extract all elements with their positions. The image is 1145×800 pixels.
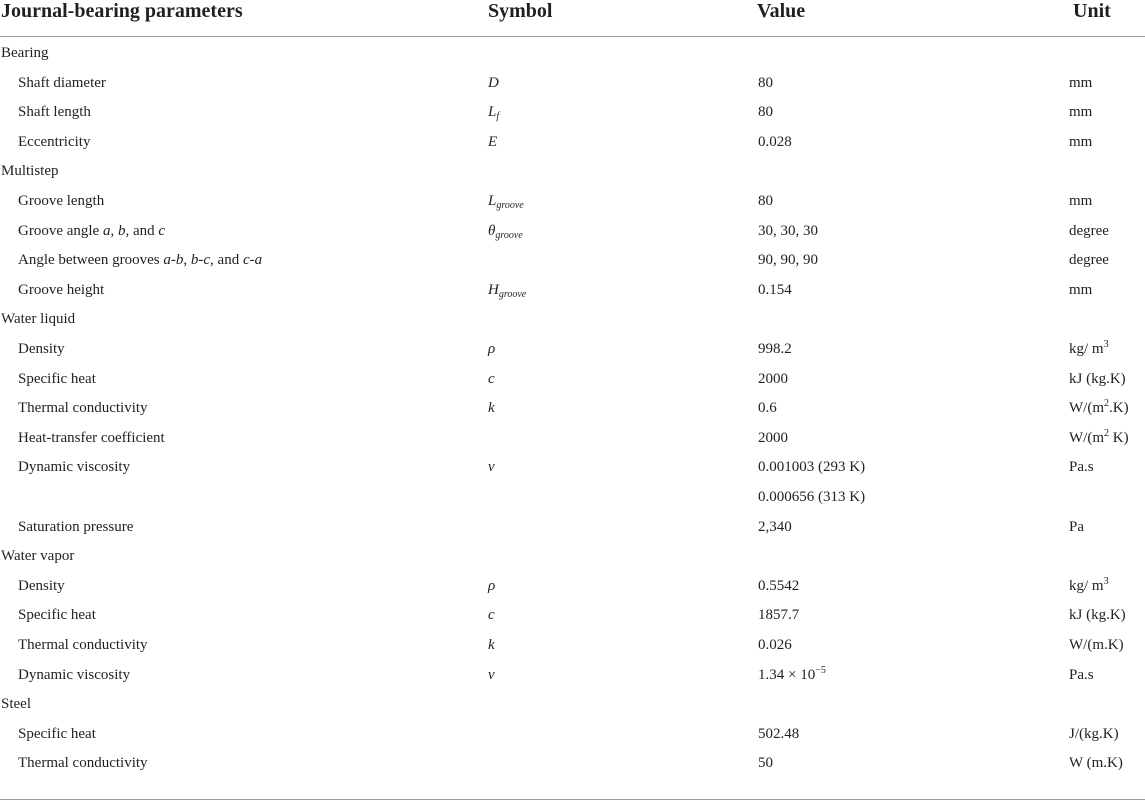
parameter-unit: degree [1069,252,1109,269]
parameter-name: Dynamic viscosity [18,459,131,476]
parameter-name: Specific heat [18,370,96,387]
table-header [0,0,1145,37]
parameter-name: Specific heat [18,607,96,624]
header-parameters: Journal-bearing parameters [1,0,243,22]
parameter-unit: kJ (kg.K) [1069,607,1126,624]
parameter-unit: W/(m.K) [1069,637,1124,653]
parameter-value: 2000 [758,370,788,387]
table-row [0,717,1145,747]
parameter-name: Thermal conductivity [18,400,148,417]
parameter-value: 80 [758,104,773,121]
parameter-name: Groove angle a, b, and c [18,222,166,239]
table-row [0,125,1145,155]
parameter-value: 2000 [758,429,788,446]
table-row [0,332,1145,362]
parameter-value: 90, 90, 90 [758,252,818,269]
group-label: Water vapor [1,548,75,565]
parameter-name: Groove length [18,193,105,209]
parameter-symbol: k [488,400,495,417]
table-group-row [0,687,1145,717]
parameter-symbol: $L_{groove}$ [488,193,524,211]
table-row [0,746,1145,776]
parameter-name: Angle between grooves a-b, b-c, and c-a [18,252,263,269]
parameter-symbol: D [488,74,499,91]
parameter-name: Density [18,577,65,594]
table-row [0,480,1145,510]
parameter-symbol: c [488,370,495,387]
parameter-value: 0.028 [758,133,792,150]
parameter-value: 998.2 [758,341,792,357]
table-row [0,658,1145,688]
parameter-name: Specific heat [18,725,96,742]
parameter-value: 30, 30, 30 [758,222,818,239]
table-row [0,628,1145,658]
parameter-unit: Pa.s [1069,459,1094,476]
parameter-symbol: $H_{groove}$ [488,281,527,300]
parameter-unit: mm [1069,133,1093,150]
parameter-symbol: $L_f$ [488,104,500,123]
parameter-unit: mm [1069,74,1093,91]
parameter-value: 50 [758,755,773,772]
parameter-name: Groove height [18,281,105,298]
table-row [0,510,1145,540]
parameter-value: 0.000656 (313 K) [758,489,866,505]
table-row [0,184,1145,214]
parameter-symbol: ν [488,459,495,476]
parameter-value: 0.6 [758,400,777,417]
table-group-row [0,36,1145,66]
table-row [0,598,1145,628]
parameter-value: 0.5542 [758,577,800,594]
parameter-unit: kJ (kg.K) [1069,370,1126,387]
parameter-unit: kg/ $m^3$ [1069,339,1109,357]
parameter-unit: $W/(m^2$ K) [1069,427,1129,446]
parameter-name: Eccentricity [18,133,91,150]
parameter-symbol: $\theta_{groove}$ [488,222,523,241]
parameter-unit: mm [1069,193,1093,209]
parameter-name: Thermal conductivity [18,755,148,772]
group-label: Multistep [1,163,59,180]
parameter-symbol: ρ [488,577,496,594]
parameter-value: 80 [758,193,773,209]
parameter-unit: Pa.s [1069,666,1094,683]
parameter-symbol: k [488,637,495,653]
table-row [0,391,1145,421]
group-label: Bearing [1,45,49,61]
parameter-value: 80 [758,74,773,91]
parameter-value: 0.154 [758,281,792,298]
header-symbol: Symbol [488,0,553,22]
parameter-unit: mm [1069,104,1093,121]
table-row [0,450,1145,480]
group-label: Steel [1,696,31,713]
parameter-unit: W (m.K) [1069,755,1123,772]
parameter-name: Shaft diameter [18,74,106,91]
parameter-unit: degree [1069,222,1109,239]
table-row [0,569,1145,599]
table-group-row [0,539,1145,569]
table-row [0,95,1145,125]
table-group-row [0,302,1145,332]
group-label: Water liquid [1,311,76,328]
parameter-value: 0.001003 (293 K) [758,459,866,476]
header-value: Value [757,0,806,22]
table-row [0,273,1145,303]
symbol-subscript: groove [496,200,524,211]
parameter-unit: J/(kg.K) [1069,725,1119,742]
table-row [0,214,1145,244]
table-group-row [0,154,1145,184]
parameter-value: 2,340 [758,518,792,535]
parameter-name: Heat-transfer coefficient [18,429,165,446]
symbol-subscript: groove [498,288,527,300]
parameter-value: 0.026 [758,637,792,653]
parameter-name: Dynamic viscosity [18,666,131,683]
parameter-symbol: ρ [488,341,496,357]
symbol-subscript: groove [495,229,523,241]
table-row [0,243,1145,273]
parameter-name: Saturation pressure [18,518,134,535]
parameter-symbol: E [488,133,498,150]
parameter-value: 502.48 [758,725,800,742]
parameter-name: Shaft length [18,104,91,121]
table-row [0,421,1145,451]
parameter-unit: kg/ $m^3$ [1069,575,1109,594]
parameter-unit: mm [1069,281,1093,298]
parameter-value: 1857.7 [758,607,800,624]
parameter-unit: Pa [1069,518,1084,535]
table-row [0,362,1145,392]
parameter-unit: $W/(m^2.K)$ [1069,398,1129,417]
parameter-name: Thermal conductivity [18,637,148,653]
table-row [0,66,1145,96]
parameter-value: $1.34 \times 10^{-5}$ [758,664,826,683]
parameter-name: Density [18,341,65,357]
symbol-subscript: f [496,111,500,123]
parameter-symbol: c [488,607,495,624]
header-unit: Unit [1073,0,1111,22]
parameter-symbol: ν [488,666,495,683]
